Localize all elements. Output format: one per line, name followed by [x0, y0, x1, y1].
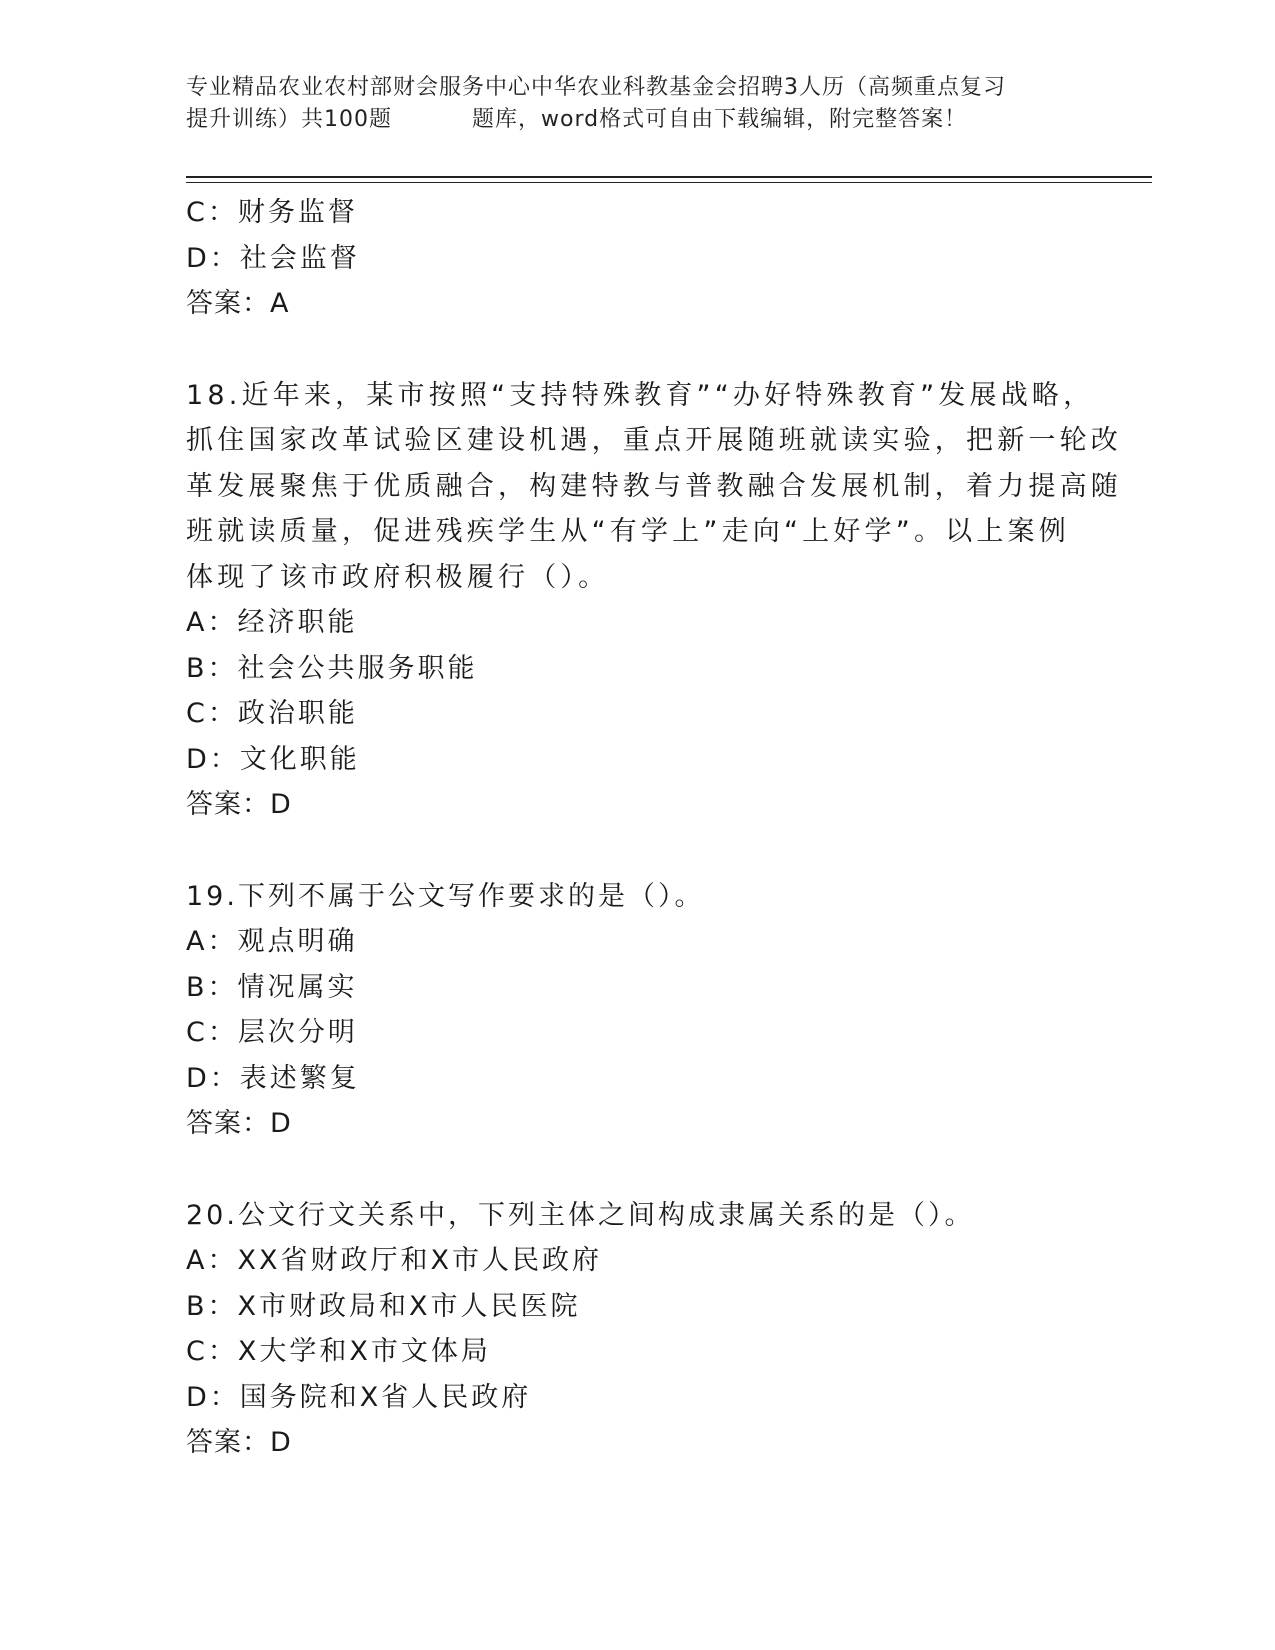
question-17-tail: [186, 190, 1086, 327]
answer: 答案：D: [186, 1108, 292, 1139]
option-c: C：财务监督: [186, 197, 358, 228]
option-d: D：社会监督: [186, 242, 360, 274]
header-rule-thin: [186, 182, 1152, 183]
option-b: B：情况属实: [186, 971, 358, 1003]
question-line: 20.公文行文关系中，下列主体之间构成隶属关系的是（）。: [186, 1199, 975, 1231]
question-line: 抓住国家改革试验区建设机遇，重点开展随班就读实验，把新一轮改: [186, 425, 1122, 456]
header-line-1: 专业精品农业农村部财会服务中心中华农业科教基金会招聘3人历（高频重点复习: [186, 75, 1006, 100]
header-line-2: [186, 104, 1086, 136]
header-line-2a: 提升训练）共100题: [186, 107, 392, 132]
option-d: D：表述繁复: [186, 1062, 360, 1094]
option-a: A：观点明确: [186, 926, 358, 957]
option-c: C：X大学和X市文体局: [186, 1336, 491, 1367]
option-d: D：国务院和X省人民政府: [186, 1381, 532, 1413]
document-header: [186, 72, 1086, 136]
header-line-2b: 题库，word格式可自由下载编辑，附完整答案！: [472, 107, 968, 132]
answer: 答案：D: [186, 1427, 292, 1458]
question-20: [186, 1193, 1086, 1466]
option-c: C：层次分明: [186, 1017, 358, 1048]
answer: 答案：D: [186, 789, 292, 820]
option-a: A：经济职能: [186, 607, 358, 638]
question-19: [186, 874, 1086, 1147]
question-line: 班就读质量，促进残疾学生从“有学上”走向“上好学”。以上案例: [186, 516, 1070, 547]
option-c: C：政治职能: [186, 698, 358, 729]
question-line: 体现了该市政府积极履行（）。: [186, 561, 610, 593]
option-b: B：X市财政局和X市人民医院: [186, 1290, 581, 1322]
header-rule-thick: [186, 176, 1152, 178]
question-line: 革发展聚焦于优质融合，构建特教与普教融合发展机制，着力提高随: [186, 470, 1122, 502]
option-d: D：文化职能: [186, 743, 360, 775]
document-body: [186, 190, 1122, 1466]
option-b: B：社会公共服务职能: [186, 652, 478, 684]
option-a: A：XX省财政厅和X市人民政府: [186, 1245, 602, 1276]
question-line: 18.近年来，某市按照“支持特殊教育”“办好特殊教育”发展战略，: [186, 379, 1095, 411]
answer: 答案：A: [186, 288, 290, 319]
question-18: [186, 373, 1122, 828]
question-text: [186, 373, 1122, 601]
question-line: 19.下列不属于公文写作要求的是（）。: [186, 880, 705, 912]
